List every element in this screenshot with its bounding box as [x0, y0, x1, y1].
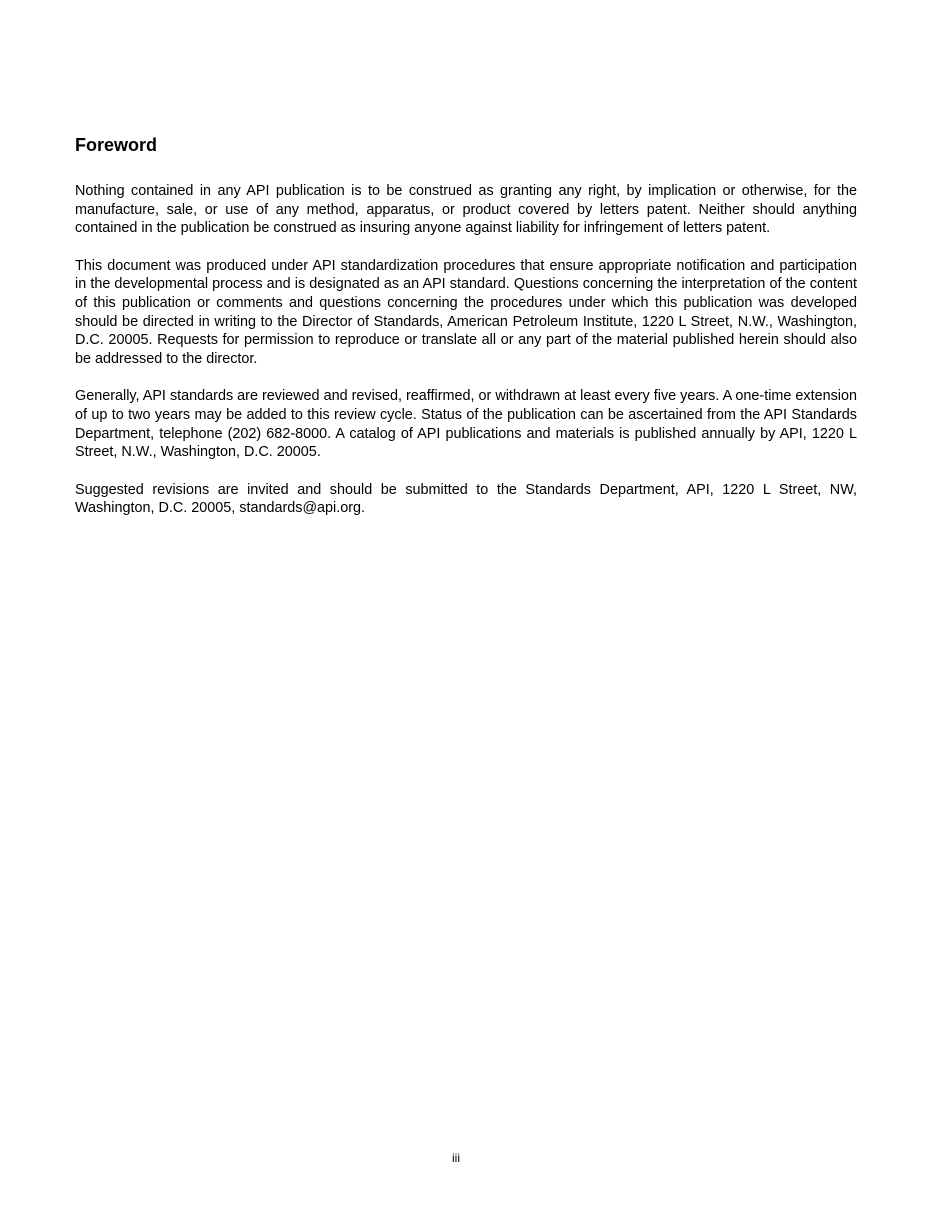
page-number: iii — [452, 1151, 460, 1165]
paragraph-review-cycle: Generally, API standards are reviewed and revised, reaffirmed, or withdrawn at least every five years. A one-time extension of up to two years may be added to this review cycle. Status of the publication can be ascertained from the API Standards Department, telephone (202) 682-8000. A catalog of API publications and materials is published annually by API, 1220 L Street, N.W., Washington, D.C. 20005. — [75, 388, 857, 461]
paragraph-suggested-revisions: Suggested revisions are invited and should be submitted to the Standards Department, API, 1220 L Street, NW, Washington, D.C. 20005, standards@api.org. — [75, 481, 857, 517]
paragraph-standardization-procedures: This document was produced under API standardization procedures that ensure appropriate notification and participation in the developmental process and is designated as an API standard. Questions concerning the interpretation of the content of this publication or comments and questions concerning the procedures under which this publication was developed should be directed in writing to the Director of Standards, American Petroleum Institute, 1220 L Street, N.W., Washington, D.C. 20005. Requests for permission to reproduce or translate all or any part of the material published herein should also be addressed to the director. — [75, 257, 857, 367]
foreword-body — [75, 182, 857, 537]
page-title: Foreword — [75, 135, 158, 155]
paragraph-patent-disclaimer: Nothing contained in any API publication is to be construed as granting any right, by implication or otherwise, for the manufacture, sale, or use of any method, apparatus, or product covered by letters patent. Neither should anything contained in the publication be construed as insuring anyone against liability for infringement of letters patent. — [75, 183, 857, 237]
